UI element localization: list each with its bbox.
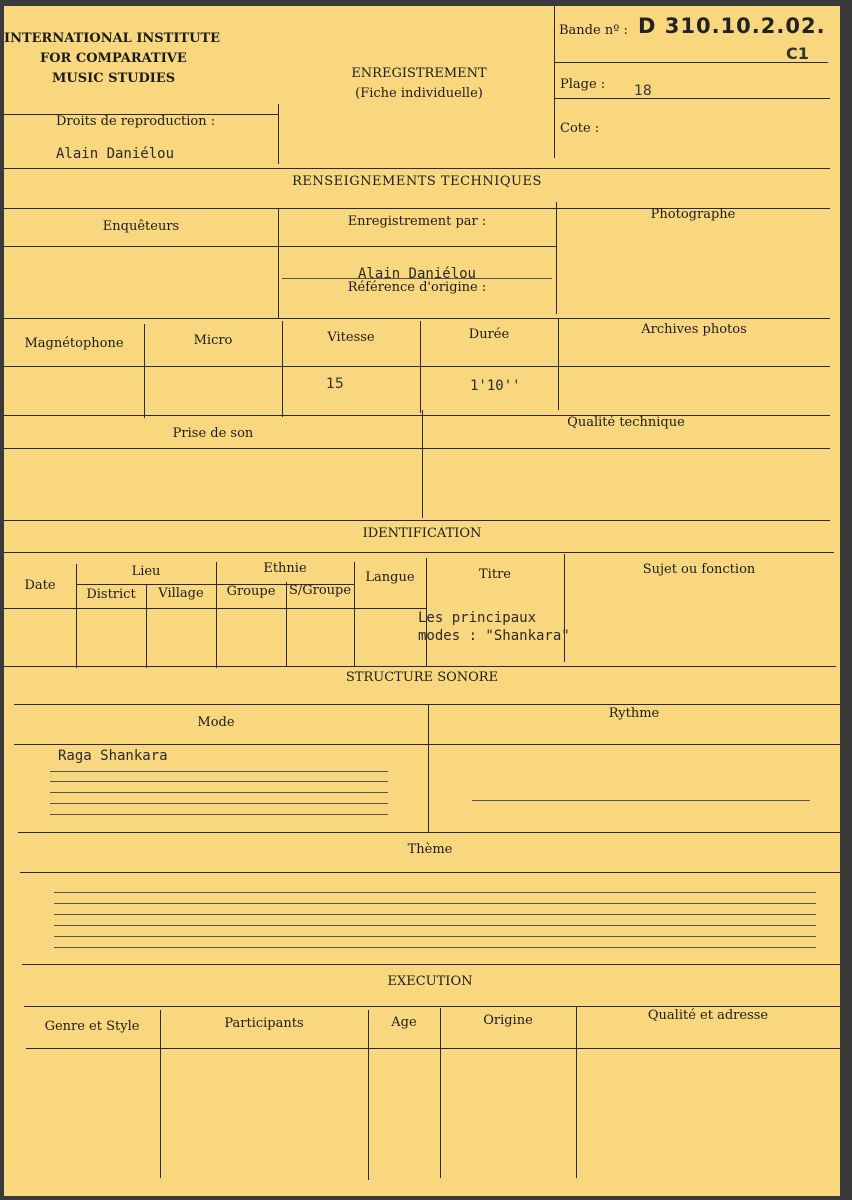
form-subtitle: (Fiche individuelle): [355, 86, 483, 101]
exec-col-participants: [160, 1010, 161, 1178]
enregistrement-par-label: Enregistrement par :: [347, 214, 487, 229]
rythme-label: Rythme: [608, 706, 660, 721]
sgroupe-label: S/Groupe: [288, 583, 352, 598]
mode-line-5: [50, 814, 388, 815]
theme-line-4: [54, 925, 816, 926]
village-label: Village: [158, 586, 204, 601]
reference-label: Référence d'origine :: [347, 280, 487, 295]
ethnie-label: Ethnie: [263, 561, 307, 576]
groupe-label: Groupe: [226, 584, 276, 599]
bande-rule: [554, 62, 828, 63]
header-bottom-rule: [4, 168, 830, 169]
structure-title-rule: [14, 704, 840, 705]
structure-divider: [428, 704, 429, 832]
enqueteurs-label: Enquêteurs: [102, 219, 180, 234]
archives-label: Archives photos: [641, 322, 747, 337]
qualite-adresse-label: Qualité et adresse: [647, 1008, 769, 1023]
cote-label: Cote :: [560, 121, 600, 136]
droits-divider: [278, 104, 279, 164]
magnetophone-label: Magnétophone: [24, 336, 124, 351]
plage-rule: [554, 98, 830, 99]
theme-label: Thème: [407, 842, 453, 857]
enregistrement-par-value: Alain Daniélou: [357, 266, 476, 282]
droits-value: Alain Daniélou: [56, 146, 175, 162]
bande-label: Bande nº :: [559, 23, 628, 38]
id-col-groupe: [216, 562, 217, 668]
theme-line-5: [54, 936, 816, 937]
vitesse-label: Vitesse: [327, 330, 375, 345]
plage-value: 18: [634, 83, 652, 99]
bande-suffix: C1: [786, 44, 809, 63]
structure-section-title: STRUCTURE SONORE: [345, 670, 499, 685]
exec-col-age: [368, 1010, 369, 1180]
theme-title-rule: [20, 872, 840, 873]
identification-title-rule: [4, 552, 834, 553]
tech-row3-label-rule: [4, 448, 830, 449]
form-title: ENREGISTREMENT: [351, 66, 487, 81]
mode-line-3: [50, 792, 388, 793]
theme-line-3: [54, 914, 816, 915]
langue-label: Langue: [365, 570, 415, 585]
enregistrement-par-rule: [282, 278, 552, 279]
titre-value-line-1: Les principaux: [418, 610, 537, 626]
execution-section-title: EXECUTION: [387, 974, 473, 989]
plage-label: Plage :: [560, 77, 606, 92]
execution-label-rule: [26, 1048, 840, 1049]
participants-label: Participants: [224, 1016, 304, 1031]
titre-value-line-2: modes : "Shankara": [418, 628, 570, 644]
execution-title-rule: [24, 1006, 840, 1007]
sujet-label: Sujet ou fonction: [642, 562, 756, 577]
identification-bottom-rule: [4, 666, 836, 667]
identification-section-title: IDENTIFICATION: [362, 526, 482, 541]
tech-row2-label-rule: [4, 366, 830, 367]
structure-label-rule: [14, 744, 840, 745]
age-label: Age: [391, 1015, 417, 1030]
id-label-rule: [4, 608, 426, 609]
prise-label: Prise de son: [172, 426, 254, 441]
lieu-label: Lieu: [131, 564, 161, 579]
theme-line-6: [54, 947, 816, 948]
theme-line-2: [54, 903, 816, 904]
district-label: District: [86, 587, 136, 602]
exec-col-qualite: [576, 1006, 577, 1178]
theme-line-1: [54, 892, 816, 893]
theme-bottom-rule: [22, 964, 840, 965]
technique-bottom-rule: [4, 520, 830, 521]
duree-value: 1'10'': [470, 378, 521, 394]
institute-line-1: INTERNATIONAL INSTITUTE: [4, 31, 221, 46]
header-right-divider: [554, 6, 555, 158]
rythme-line: [472, 800, 810, 801]
mode-label: Mode: [197, 715, 235, 730]
institute-line-3: MUSIC STUDIES: [52, 71, 176, 86]
titre-label: Titre: [479, 567, 511, 582]
bande-value: D 310.10.2.02.: [638, 14, 826, 38]
mode-line-4: [50, 803, 388, 804]
mode-value: Raga Shankara: [58, 748, 168, 764]
genre-label: Genre et Style: [44, 1019, 140, 1034]
exec-col-origine: [440, 1008, 441, 1178]
tech-row2-top-rule: [4, 318, 830, 319]
origine-label: Origine: [483, 1013, 533, 1028]
vitesse-value: 15: [326, 376, 344, 392]
mode-line-2: [50, 781, 388, 782]
photographe-label: Photographe: [650, 207, 736, 222]
micro-label: Micro: [193, 333, 233, 348]
date-label: Date: [24, 578, 56, 593]
qualite-technique-label: Qualité technique: [567, 415, 685, 430]
recording-form-card: [4, 6, 840, 1196]
structure-bottom-rule: [18, 832, 840, 833]
droits-label: Droits de reproduction :: [56, 114, 216, 129]
institute-line-2: FOR COMPARATIVE: [40, 51, 187, 66]
technique-section-title: RENSEIGNEMENTS TECHNIQUES: [292, 174, 542, 189]
duree-label: Durée: [468, 327, 510, 342]
tech-label-rule: [4, 246, 556, 247]
mode-line-1: [50, 771, 388, 772]
